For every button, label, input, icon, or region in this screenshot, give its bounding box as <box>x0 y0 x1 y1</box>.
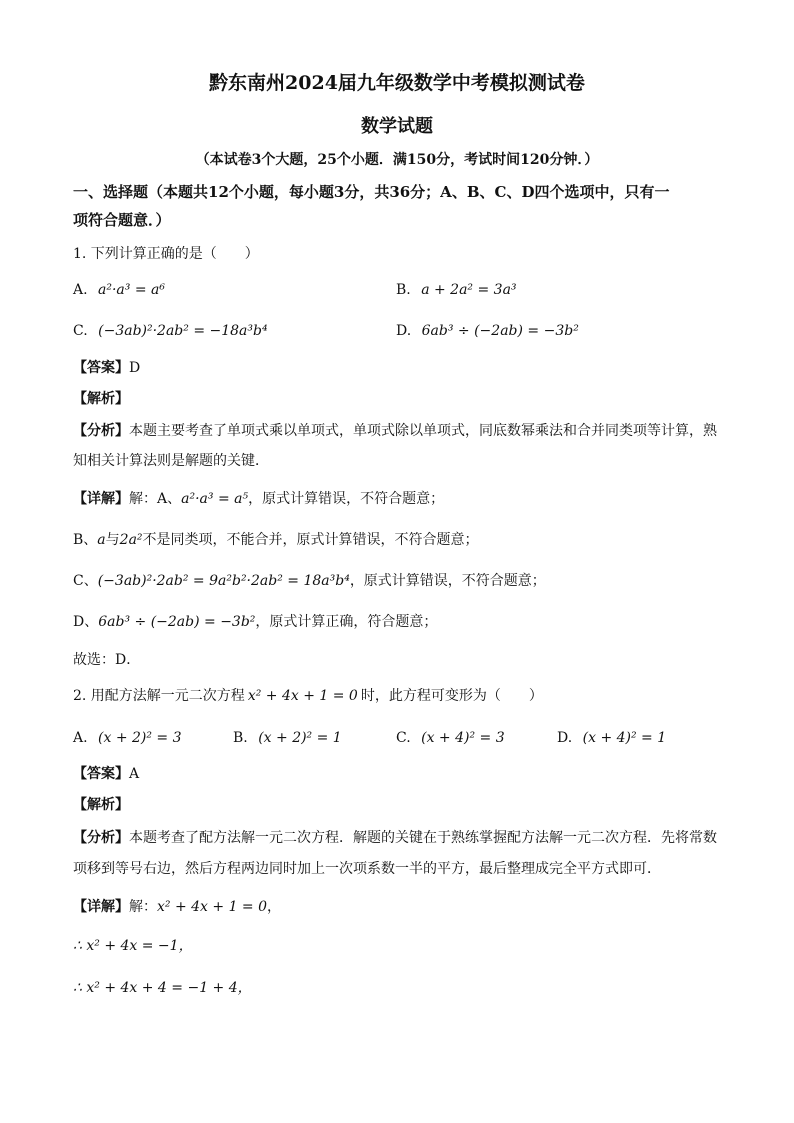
q2-option-c-label: C. <box>396 730 411 746</box>
q1-detail-d-suffix: ，原式计算正确，符合题意； <box>255 614 438 630</box>
q1-detail-d <box>73 613 437 631</box>
q2-option-d-expr: (x + 4)² = 1 <box>582 730 667 746</box>
q1-detail-a <box>73 490 444 508</box>
q1-detail-c-prefix: C、 <box>73 573 98 589</box>
q1-detail-a-math: a²·a³ = a⁵ <box>181 491 249 507</box>
q1-fenxi-line1 <box>73 422 717 440</box>
q2-option-a-expr: (x + 2)² = 3 <box>98 730 182 746</box>
q2-step2 <box>73 979 252 997</box>
q1-option-d-label: D. <box>396 323 412 339</box>
q2-stem-math: x² + 4x + 1 = 0 <box>247 688 358 704</box>
q1-option-b-label: B. <box>396 282 411 298</box>
q2-detail <box>73 898 281 916</box>
page-subtitle: 数学试题 <box>361 116 433 137</box>
q2-option-b-label: B. <box>233 730 248 746</box>
q1-analysis-tag: 【解析】 <box>73 391 129 407</box>
q2-option-c-expr: (x + 4)² = 3 <box>421 730 505 746</box>
q2-option-a <box>73 729 182 747</box>
q2-option-b <box>233 729 342 747</box>
q2-step1-math: ∴ x² + 4x = −1， <box>73 938 193 954</box>
fenxi-tag: 【分析】 <box>73 830 129 846</box>
q2-detail-suffix: ， <box>267 899 282 915</box>
q2-fenxi-line2: 项移到等号右边，然后方程两边同时加上一次项系数一半的平方，最后整理成完全平方式即可． <box>73 861 661 877</box>
q2-option-b-expr: (x + 2)² = 1 <box>258 730 342 746</box>
q1-detail-b <box>73 531 479 549</box>
answer-tag: 【答案】 <box>73 360 129 376</box>
q1-detail-b-prefix: B、 <box>73 532 98 548</box>
exam-note: （本试卷3个大题，25个小题．满150分，考试时间120分钟．） <box>195 152 599 168</box>
q2-option-c <box>396 729 505 747</box>
q2-fenxi-line1 <box>73 829 717 847</box>
q1-detail-c-suffix: ，原式计算错误，不符合题意； <box>349 573 546 589</box>
q2-answer-value: A <box>129 766 140 782</box>
q1-detail-a-prefix: 解：A、 <box>129 491 182 507</box>
q1-detail-a-suffix: ，原式计算错误，不符合题意； <box>248 491 445 507</box>
q1-conclusion: 故选：D． <box>73 652 141 668</box>
section-heading-line1: 一、选择题（本题共12个小题，每小题3分，共36分；A、B、C、D四个选项中，只有一 <box>73 183 670 201</box>
q2-stem-suffix: 时，此方程可变形为（ ） <box>360 688 543 704</box>
q2-fenxi-text1: 本题考查了配方法解一元二次方程．解题的关键在于熟练掌握配方法解一元二次方程．先将常数 <box>129 830 717 846</box>
q1-stem: 1. 下列计算正确的是（ ） <box>73 246 259 262</box>
q1-detail-b-math1: a <box>97 532 106 548</box>
q1-fenxi-line2: 知相关计算法则是解题的关键． <box>73 453 269 469</box>
q1-option-a <box>73 281 165 299</box>
detail-tag: 【详解】 <box>73 899 129 915</box>
q1-answer <box>73 359 140 377</box>
q1-option-d <box>396 322 579 340</box>
q2-stem <box>73 687 543 705</box>
q1-detail-d-prefix: D、 <box>73 614 99 630</box>
q1-option-c <box>73 322 268 340</box>
q1-answer-value: D <box>129 360 141 376</box>
page-title: 黔东南州2024届九年级数学中考模拟测试卷 <box>209 72 585 94</box>
q2-option-a-label: A. <box>73 730 88 746</box>
q2-detail-math: x² + 4x + 1 = 0 <box>157 899 268 915</box>
q2-step1 <box>73 937 193 955</box>
q1-option-c-expr: (−3ab)²·2ab² = −18a³b⁴ <box>98 323 268 339</box>
q1-option-c-label: C. <box>73 323 88 339</box>
q1-option-b <box>396 281 517 299</box>
q1-option-b-expr: a + 2a² = 3a³ <box>421 282 517 298</box>
q1-detail-c-math: (−3ab)²·2ab² = 9a²b²·2ab² = 18a³b⁴ <box>97 573 350 589</box>
q2-step2-math: ∴ x² + 4x + 4 = −1 + 4， <box>73 980 252 996</box>
section-heading-line2: 项符合题意．） <box>73 211 171 229</box>
q1-detail-b-math2: 2a² <box>119 532 143 548</box>
q2-stem-prefix: 2. 用配方法解一元二次方程 <box>73 688 245 704</box>
q1-option-d-expr: 6ab³ ÷ (−2ab) = −3b² <box>421 323 579 339</box>
q1-option-a-expr: a²·a³ = a⁶ <box>98 282 165 298</box>
detail-tag: 【详解】 <box>73 491 129 507</box>
q2-option-d-label: D. <box>557 730 573 746</box>
q1-detail-c <box>73 572 546 590</box>
q1-detail-b-suffix: 不是同类项，不能合并，原式计算错误，不符合题意； <box>142 532 479 548</box>
answer-tag: 【答案】 <box>73 766 129 782</box>
q2-answer <box>73 765 139 783</box>
q2-detail-prefix: 解： <box>129 899 157 915</box>
q1-option-a-label: A. <box>73 282 88 298</box>
fenxi-tag: 【分析】 <box>73 423 129 439</box>
q1-fenxi-text1: 本题主要考查了单项式乘以单项式，单项式除以单项式，同底数幂乘法和合并同类项等计算，熟 <box>129 423 717 439</box>
q2-option-d <box>557 729 666 747</box>
q1-detail-d-math: 6ab³ ÷ (−2ab) = −3b² <box>98 614 256 630</box>
q1-detail-b-mid: 与 <box>105 532 120 548</box>
q2-analysis-tag: 【解析】 <box>73 797 129 813</box>
